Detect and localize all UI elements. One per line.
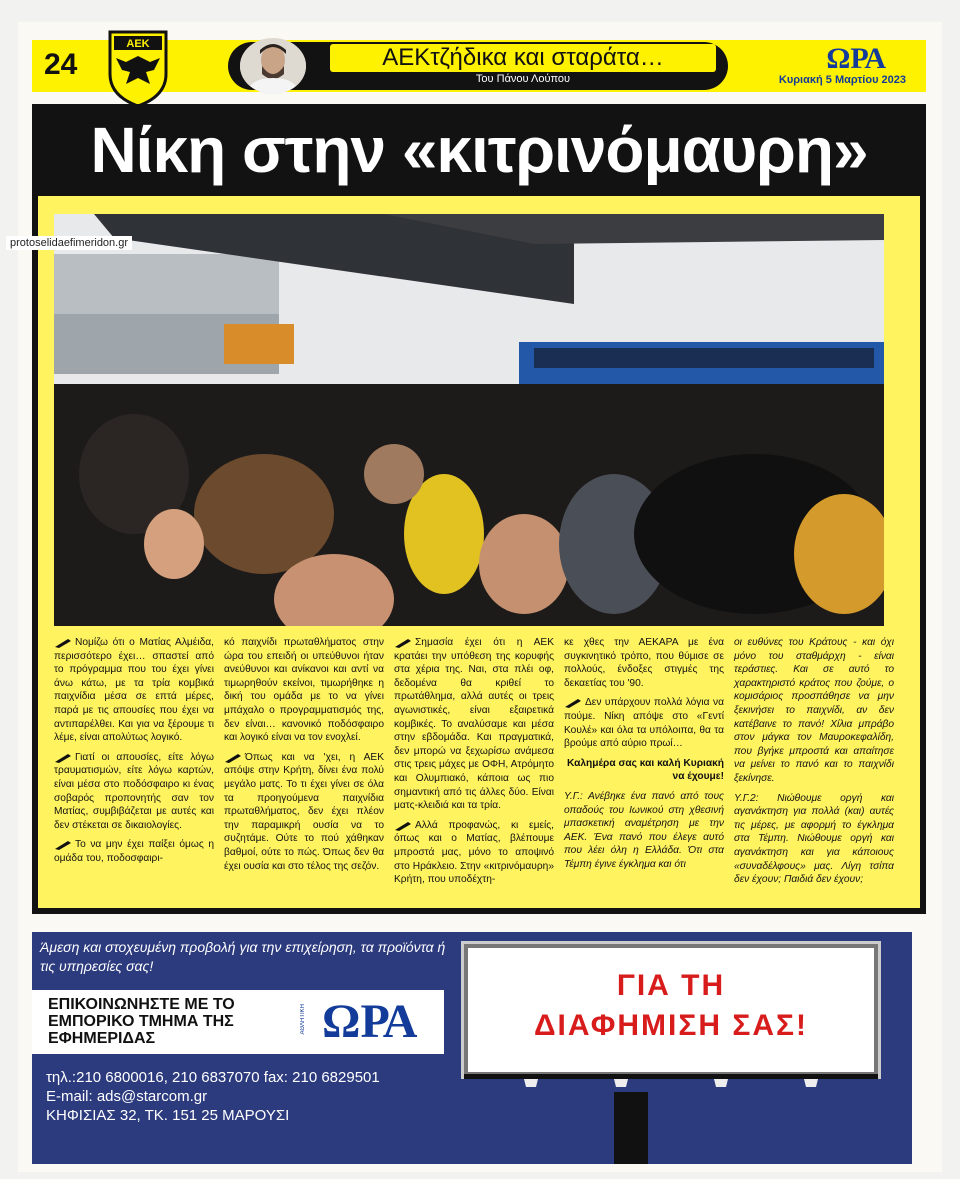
column-author: Του Πάνου Λούπου	[475, 73, 571, 85]
sign-off: Καλημέρα σας και καλή Κυριακή να έχουμε!	[566, 757, 724, 783]
paragraph: Όπως και να 'χει, η ΑΕΚ απόψε στην Κρήτη, δίνει ένα πολύ μεγάλο ματς. Το τι έχει γίνει σε όλα τα προηγούμενα παιχνίδια πρωταθλήματος, δεν έχει πλέον την παραμικρή ουσία να το συζητάμε. Ούτε το πού χάθηκαν βαθμοί, ούτε το πώς. Όπως δεν θα έχει ουσία και στο τέλος της σεζόν.	[224, 751, 384, 872]
billboard-lights-icon	[464, 1072, 878, 1094]
paper-logo: ΩΡΑ	[826, 42, 886, 75]
article-column-3	[394, 636, 554, 893]
pen-icon	[54, 839, 72, 850]
article-frame	[10, 104, 926, 914]
paragraph: Νομίζω ότι ο Ματίας Αλμέιδα, περισσότερο έχει… σπαστεί από το πρόγραμμα που του έχει γίνει άνω κάτω, με τα τρία κομβικά παιχνίδια μέσα σε επτά μέρες, παρά με τις απουσίες που έχει να αντιπαρέλθει. Και για να ξέρουμε τι λέμε, είναι απολύτως λογικό.	[54, 637, 214, 744]
issue-date: Κυριακή 5 Μαρτίου 2023	[778, 74, 906, 86]
paragraph: Σημασία έχει ότι η ΑΕΚ κρατάει την υπόθεση της κορυφής στα χέρια της. Ναι, στα πλέι οφ, δεδομένα θα κριθεί το πρωτάθλημα, αλλά αυτές οι τρεις αγωνιστικές, είναι εξαιρετικά κομβικές. Το αναλύσαμε και μέσα στην εβδομάδα. Και πραγματικά, δεν μπορώ να ξεχωρίσω ανάμεσα στις τρεις μάχες με ΟΦΗ, Ατρόμητο και Ολυμπιακό, κάποια ως πιο σημαντική από τις άλλες δύο. Είναι ματς-κλειδιά και τα τρία.	[394, 637, 554, 812]
paragraph: κό παιχνίδι πρωταθλήματος στην ώρα του επειδή οι υπεύθυνοι ήταν ανεύθυνοι και ανίκανοι και αντί να τιμωρηθούν εκείνοι, τιμωρήθηκε η δική του ομάδα με το να γίνει μπάχαλο ο προγραμματισμός της, δεν είναι… κανονικό ποδόσφαιρο και λογικό είναι να τον ενοχλεί.	[224, 637, 384, 744]
ad-email: E-mail: ads@starcom.gr	[46, 1088, 208, 1105]
crowd-photo	[54, 214, 884, 626]
advertising-box	[32, 932, 912, 1164]
pen-icon	[394, 637, 412, 648]
article-column-5	[734, 636, 894, 893]
newspaper-page	[10, 22, 942, 1172]
article-column-2	[224, 636, 384, 879]
article-body-box	[10, 196, 920, 908]
billboard-post	[614, 1092, 648, 1164]
paragraph: Το να μην έχει παίξει όμως η ομάδα του, ποδοσφαιρι-	[54, 839, 214, 864]
ad-contact-strip	[32, 990, 444, 1054]
billboard	[464, 944, 878, 1076]
watermark: protoselidaefimeridon.gr	[6, 236, 132, 250]
paragraph: Δεν υπάρχουν πολλά λόγια να πούμε. Νίκη απόψε στο «Γεντί Κουλέ» και όλα τα υπόλοιπα, θα τα βρούμε από αύριο πρωί…	[564, 697, 724, 750]
billboard-line-2: ΔΙΑΦΗΜΙΣΗ ΣΑΣ!	[533, 1009, 809, 1042]
paragraph: Γιατί οι απουσίες, είτε λόγω τραυματισμών, είτε λόγω καρτών, είναι μέσα στο ποδόσφαιρο κι ένας σοβαρός προπονητής σαν τον Ματίας, συμβιβάζεται με αυτές και δεν στέκεται σε δικαιολογίες.	[54, 751, 214, 831]
pen-icon	[564, 697, 582, 708]
page-header	[32, 40, 926, 92]
ad-phone: τηλ.:210 6800016, 210 6837070 fax: 210 6829501	[46, 1069, 380, 1086]
column-title: ΑΕΚτζήδικα και σταράτα…	[330, 44, 716, 72]
ad-contact-text: ΕΠΙΚΟΙΝΩΝΗΣΤΕ ΜΕ ΤΟ ΕΜΠΟΡΙΚΟ ΤΜΗΜΑ ΤΗΣ ΕΦΗΜΕΡΙΔΑΣ	[48, 996, 235, 1047]
ad-logo: ΩΡΑ	[322, 995, 418, 1048]
ad-details	[46, 1068, 380, 1125]
pen-icon	[224, 752, 242, 763]
paragraph: Αλλά προφανώς, κι εμείς, όπως και ο Ματίας, βλέπουμε μπροστά μας, μόνο το αποψινό στο Ηράκλειο. Στην «κιτρινόμαυρη» Κρήτη, που υποδέχτη-	[394, 819, 554, 886]
ad-address: ΚΗΦΙΣΙΑΣ 32, ΤΚ. 151 25 ΜΑΡΟΥΣΙ	[46, 1107, 290, 1124]
crowd-photo-illustration	[54, 214, 884, 626]
page-number: 24	[44, 48, 78, 81]
pen-icon	[394, 820, 412, 831]
ad-logo-subtitle: ΑΘΛΗΤΙΚΗ	[300, 1004, 306, 1035]
author-avatar	[240, 38, 306, 94]
article-columns	[54, 636, 904, 904]
crest-letters: ΑΕΚ	[126, 38, 150, 50]
pen-icon	[54, 637, 72, 648]
headline: Νίκη στην «κιτρινόμαυρη»	[90, 114, 868, 186]
billboard-line-1: ΓΙΑ ΤΗ	[616, 969, 726, 1002]
aek-crest-icon	[106, 28, 170, 108]
billboard-text	[468, 966, 874, 1046]
article-column-1	[54, 636, 214, 872]
article-column-4	[564, 636, 724, 878]
pen-icon	[54, 752, 72, 763]
postscript-1-cont: οι ευθύνες του Κράτους - και όχι μόνο του σταθμάρχη - είναι τεράστιες. Και σε αυτό το χαρακτηριστό κράτος που ζούμε, ο κομισάριος προσπάθησε να μην ξεκινήσει το παιχνίδι, αν δεν κατέβαινε το πανό! Χίλια μπράβο στον μάγκα τον Μαυροκεφαλίδη, που βγήκε μπροστά και απαίτησε να μείνει το πανό και το παιχνίδι ξεκίνησε.	[734, 637, 894, 784]
postscript-2: Υ.Γ.2: Νιώθουμε οργή και αγανάκτηση για πολλά (και) αυτές τις μέρες, με αφορμή το έγκλημα στα Τέμπη. Νιώθουμε οργή και αγανάκτηση και για κάποιους «συναδέλφους» μας. Λίγη τσίπα δεν έχουν; Παιδιά δεν έχουν;	[734, 792, 894, 886]
paragraph: κε χθες την ΑΕΚΑΡΑ με ένα συγκινητικό τρόπο, που θύμισε σε πολλούς, ένδοξες στιγμές της δεκαετίας του '90.	[564, 637, 724, 689]
postscript-1: Υ.Γ.: Ανέβηκε ένα πανό από τους οπαδούς του Ιωνικού στη χθεσινή μπασκετική αναμέτρηση με την ΑΕΚ. Ένα πανό που έλεγε αυτό που λέει όλη η Ελλάδα. Ότι στα Τέμπη έγινε έγκλημα και ότι	[564, 790, 724, 870]
ad-intro: Άμεση και στοχευμένη προβολή για την επιχείρηση, τα προϊόντα ή τις υπηρεσίες σας!	[40, 939, 446, 974]
author-portrait-icon	[240, 38, 306, 94]
